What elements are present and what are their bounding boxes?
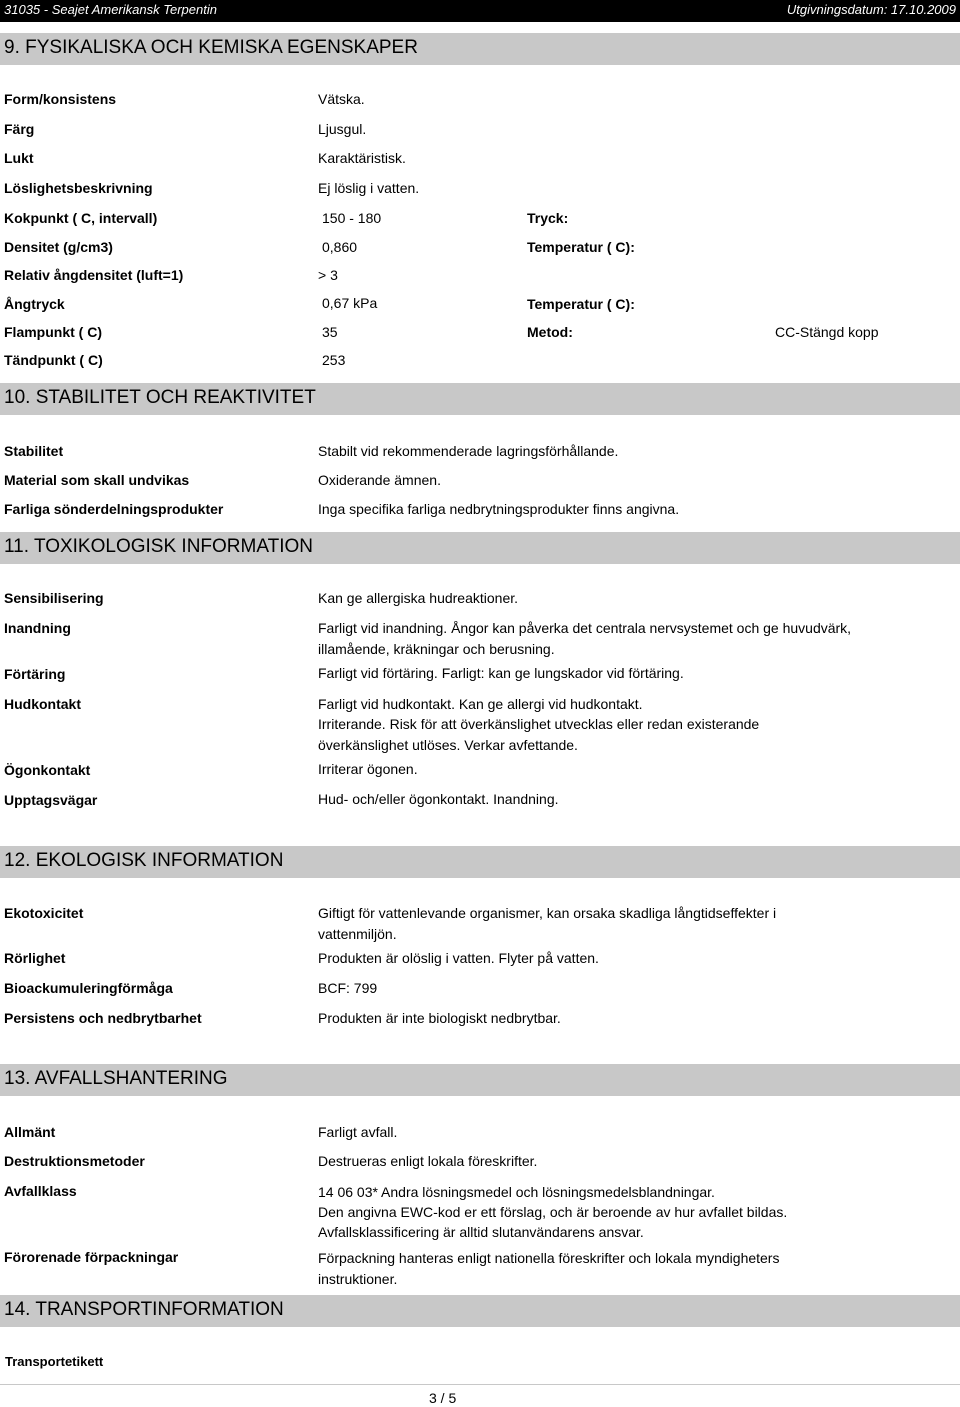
flash-point-value: 35 — [322, 324, 338, 340]
vapor-pressure-temp-label: Temperatur ( C): — [527, 296, 635, 312]
odor-label: Lukt — [4, 150, 34, 166]
decomposition-value: Inga specifika farliga nedbrytningsprodukter finns angivna. — [318, 501, 680, 517]
solubility-value: Ej löslig i vatten. — [318, 180, 420, 196]
inhalation-label: Inandning — [4, 620, 71, 636]
waste-class-value-1: 14 06 03* Andra lösningsmedel och lösningsmedelsblandningar. — [318, 1184, 715, 1200]
flash-point-label: Flampunkt ( C) — [4, 324, 102, 340]
persistence-value: Produkten är inte biologiskt nedbrytbar. — [318, 1010, 561, 1026]
contaminated-packaging-label: Förorenade förpackningar — [4, 1249, 179, 1265]
decomposition-label: Farliga sönderdelningsprodukter — [4, 501, 224, 517]
odor-value: Karaktäristisk. — [318, 150, 406, 166]
section-14-header — [0, 1295, 960, 1327]
inhalation-value: Farligt vid inandning. Ångor kan påverka det centrala nervsystemet och ge huvudvärk, illamående, kräkningar och berusning. — [318, 620, 852, 657]
ignition-label: Tändpunkt ( C) — [4, 352, 103, 368]
sensitization-value: Kan ge allergiska hudreaktioner. — [318, 590, 519, 606]
section-9-header — [0, 33, 960, 65]
vapor-density-value: > 3 — [318, 267, 338, 283]
ecotoxicity-value: Giftigt för vattenlevande organismer, kan orsaka skadliga långtidseffekter i vattenmiljön. — [318, 905, 777, 942]
exposure-routes-label: Upptagsvägar — [4, 792, 98, 808]
density-label: Densitet (g/cm3) — [4, 239, 113, 255]
color-label: Färg — [4, 121, 35, 137]
boiling-value: 150 - 180 — [322, 210, 382, 226]
waste-class-label: Avfallklass — [4, 1183, 77, 1199]
document-header-bar — [0, 0, 960, 22]
document-title: 31035 - Seajet Amerikansk Terpentin — [4, 2, 217, 17]
bioaccumulation-label: Bioackumuleringförmåga — [4, 980, 173, 996]
section-14-title: 14. TRANSPORTINFORMATION — [4, 1299, 284, 1320]
eye-contact-value: Irriterar ögonen. — [318, 761, 418, 777]
section-10-header — [0, 383, 960, 415]
vapor-density-label: Relativ ångdensitet (luft=1) — [4, 267, 184, 283]
section-12-header — [0, 846, 960, 878]
footer-divider — [0, 1384, 960, 1385]
solubility-label: Löslighetsbeskrivning — [4, 180, 153, 196]
density-temp-label: Temperatur ( C): — [527, 239, 635, 255]
section-12-title: 12. EKOLOGISK INFORMATION — [4, 850, 284, 871]
density-value: 0,860 — [322, 239, 358, 255]
ingestion-label: Förtäring — [4, 666, 66, 682]
skin-contact-label: Hudkontakt — [4, 696, 81, 712]
stability-label: Stabilitet — [4, 443, 64, 459]
section-9-title: 9. FYSIKALISKA OCH KEMISKA EGENSKAPER — [4, 37, 418, 58]
skin-irritation-value: Irriterande. Risk för att överkänslighet utvecklas eller redan existerande överkänslighet utlöses. Verkar avfettande. — [318, 716, 760, 753]
section-13-title: 13. AVFALLSHANTERING — [4, 1068, 228, 1089]
eye-contact-label: Ögonkontakt — [4, 762, 91, 778]
section-11-header — [0, 532, 960, 564]
page-number: 3 / 5 — [429, 1390, 457, 1406]
ingestion-value: Farligt vid förtäring. Farligt: kan ge lungskador vid förtäring. — [318, 665, 684, 681]
skin-contact-value: Farligt vid hudkontakt. Kan ge allergi vid hudkontakt. — [318, 696, 643, 712]
vapor-pressure-value: 0,67 kPa — [322, 295, 378, 311]
transport-label-heading: Transportetikett — [5, 1354, 104, 1369]
avoid-value: Oxiderande ämnen. — [318, 472, 441, 488]
flash-method-label: Metod: — [527, 324, 573, 340]
waste-class-value-2: Den angivna EWC-kod er ett förslag, och är beroende av hur avfallet bildas. — [318, 1204, 788, 1220]
exposure-routes-value: Hud- och/eller ögonkontakt. Inandning. — [318, 791, 559, 807]
bioaccumulation-value: BCF: 799 — [318, 980, 378, 996]
avoid-label: Material som skall undvikas — [4, 472, 190, 488]
section-13-header — [0, 1064, 960, 1096]
color-value: Ljusgul. — [318, 121, 367, 137]
contaminated-packaging-value: Förpackning hanteras enligt nationella föreskrifter och lokala myndigheters instruktioner. — [318, 1250, 780, 1287]
form-value: Vätska. — [318, 91, 365, 107]
ignition-value: 253 — [322, 352, 346, 368]
stability-value: Stabilt vid rekommenderade lagringsförhållande. — [318, 443, 619, 459]
general-label: Allmänt — [4, 1124, 56, 1140]
waste-class-value-3: Avfallsklassificering är alltid slutanvändarens ansvar. — [318, 1224, 644, 1240]
section-10-title: 10. STABILITET OCH REAKTIVITET — [4, 387, 316, 408]
disposal-methods-label: Destruktionsmetoder — [4, 1153, 145, 1169]
flash-method-value: CC-Stängd kopp — [775, 324, 879, 340]
form-label: Form/konsistens — [4, 91, 117, 107]
sensitization-label: Sensibilisering — [4, 590, 104, 606]
mobility-label: Rörlighet — [4, 950, 66, 966]
vapor-pressure-label: Ångtryck — [4, 296, 65, 312]
issue-date: Utgivningsdatum: 17.10.2009 — [786, 2, 956, 17]
boiling-pressure-label: Tryck: — [527, 210, 569, 226]
persistence-label: Persistens och nedbrytbarhet — [4, 1010, 202, 1026]
mobility-value: Produkten är olöslig i vatten. Flyter på vatten. — [318, 950, 599, 966]
general-value: Farligt avfall. — [318, 1124, 398, 1140]
section-11-title: 11. TOXIKOLOGISK INFORMATION — [4, 536, 313, 557]
ecotoxicity-label: Ekotoxicitet — [4, 905, 84, 921]
disposal-methods-value: Destrueras enligt lokala föreskrifter. — [318, 1153, 538, 1169]
boiling-label: Kokpunkt ( C, intervall) — [4, 210, 158, 226]
